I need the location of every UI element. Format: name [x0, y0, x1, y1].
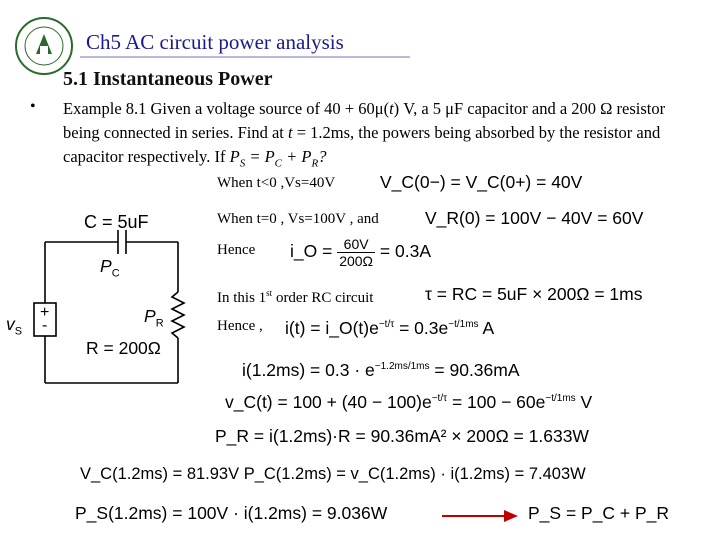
university-logo-icon [14, 16, 74, 76]
bullet: • [30, 98, 36, 115]
page-title: Ch5 AC circuit power analysis [86, 30, 344, 54]
eq-vc-initial: V_C(0−) = V_C(0+) = 40V [380, 172, 583, 192]
section-subtitle: 5.1 Instantaneous Power [63, 68, 273, 90]
condition-t-negative: When t<0 ,Vs=40V [217, 175, 336, 191]
eq-vc-pc: V_C(1.2ms) = 81.93V P_C(1.2ms) = v_C(1.2ms) · i(1.2ms) = 7.403W [80, 465, 586, 483]
eq-vc-time: v_C(t) = $100 + (40 - 100)e^{-t/\tau} = 100 - 60e^{-t/1ms}$ V [225, 392, 593, 412]
pr-label: $P_R$ [144, 306, 164, 330]
eq-io: i_O = $\frac{60V}{200\Omega}$ = 0.3A [290, 236, 431, 269]
eq-current: $i(t) = i\_O(t)e^{-t/\tau} = 0.3e^{-t/1ms}$ A [285, 318, 495, 338]
question-text: $P_S = P_C + P_R$? [229, 147, 327, 170]
pc-label: $P_C$ [100, 256, 120, 280]
condition-hence-2: Hence , [217, 318, 263, 334]
condition-rc-order: In this 1st order RC circuit [217, 288, 374, 306]
title-divider [80, 56, 410, 58]
condition-hence: Hence [217, 242, 256, 258]
vs-label: $v_S$ [6, 314, 23, 338]
eq-pr: P_R = i(1.2ms)·R = 90.36mA² × 200Ω = 1.633W [215, 426, 589, 446]
r-label: R = 200Ω [86, 338, 161, 358]
eq-vr-zero: V_R(0) = 100V − 40V = 60V [425, 208, 644, 228]
eq-conclusion: P_S = P_C + P_R [528, 503, 670, 523]
eq-current-at-time: $i(1.2ms) = 0.3 \cdot e^{-1.2ms/1ms} = 90.36mA$ [242, 360, 520, 380]
source-plus: + [40, 304, 50, 321]
source-minus: - [42, 317, 48, 334]
eq-tau: τ = RC = 5uF × 200Ω = 1ms [425, 284, 643, 304]
problem-statement: Example 8.1 Given a voltage source of 40 + 60μ(t) V, a 5 μF capacitor and a 200 Ω resistor being connected in series. Find at t = 1.2ms, the powers being absorbed by the resistor and capacitor respectively. If $P_S = P_C + P_R$? [63, 99, 666, 170]
cap-label: C = 5uF [84, 212, 149, 232]
eq-ps: P_S(1.2ms) = 100V · i(1.2ms) = 9.036W [75, 503, 388, 523]
arrow-icon [440, 508, 520, 524]
condition-t-zero: When t=0 , Vs=100V , and [217, 211, 379, 227]
